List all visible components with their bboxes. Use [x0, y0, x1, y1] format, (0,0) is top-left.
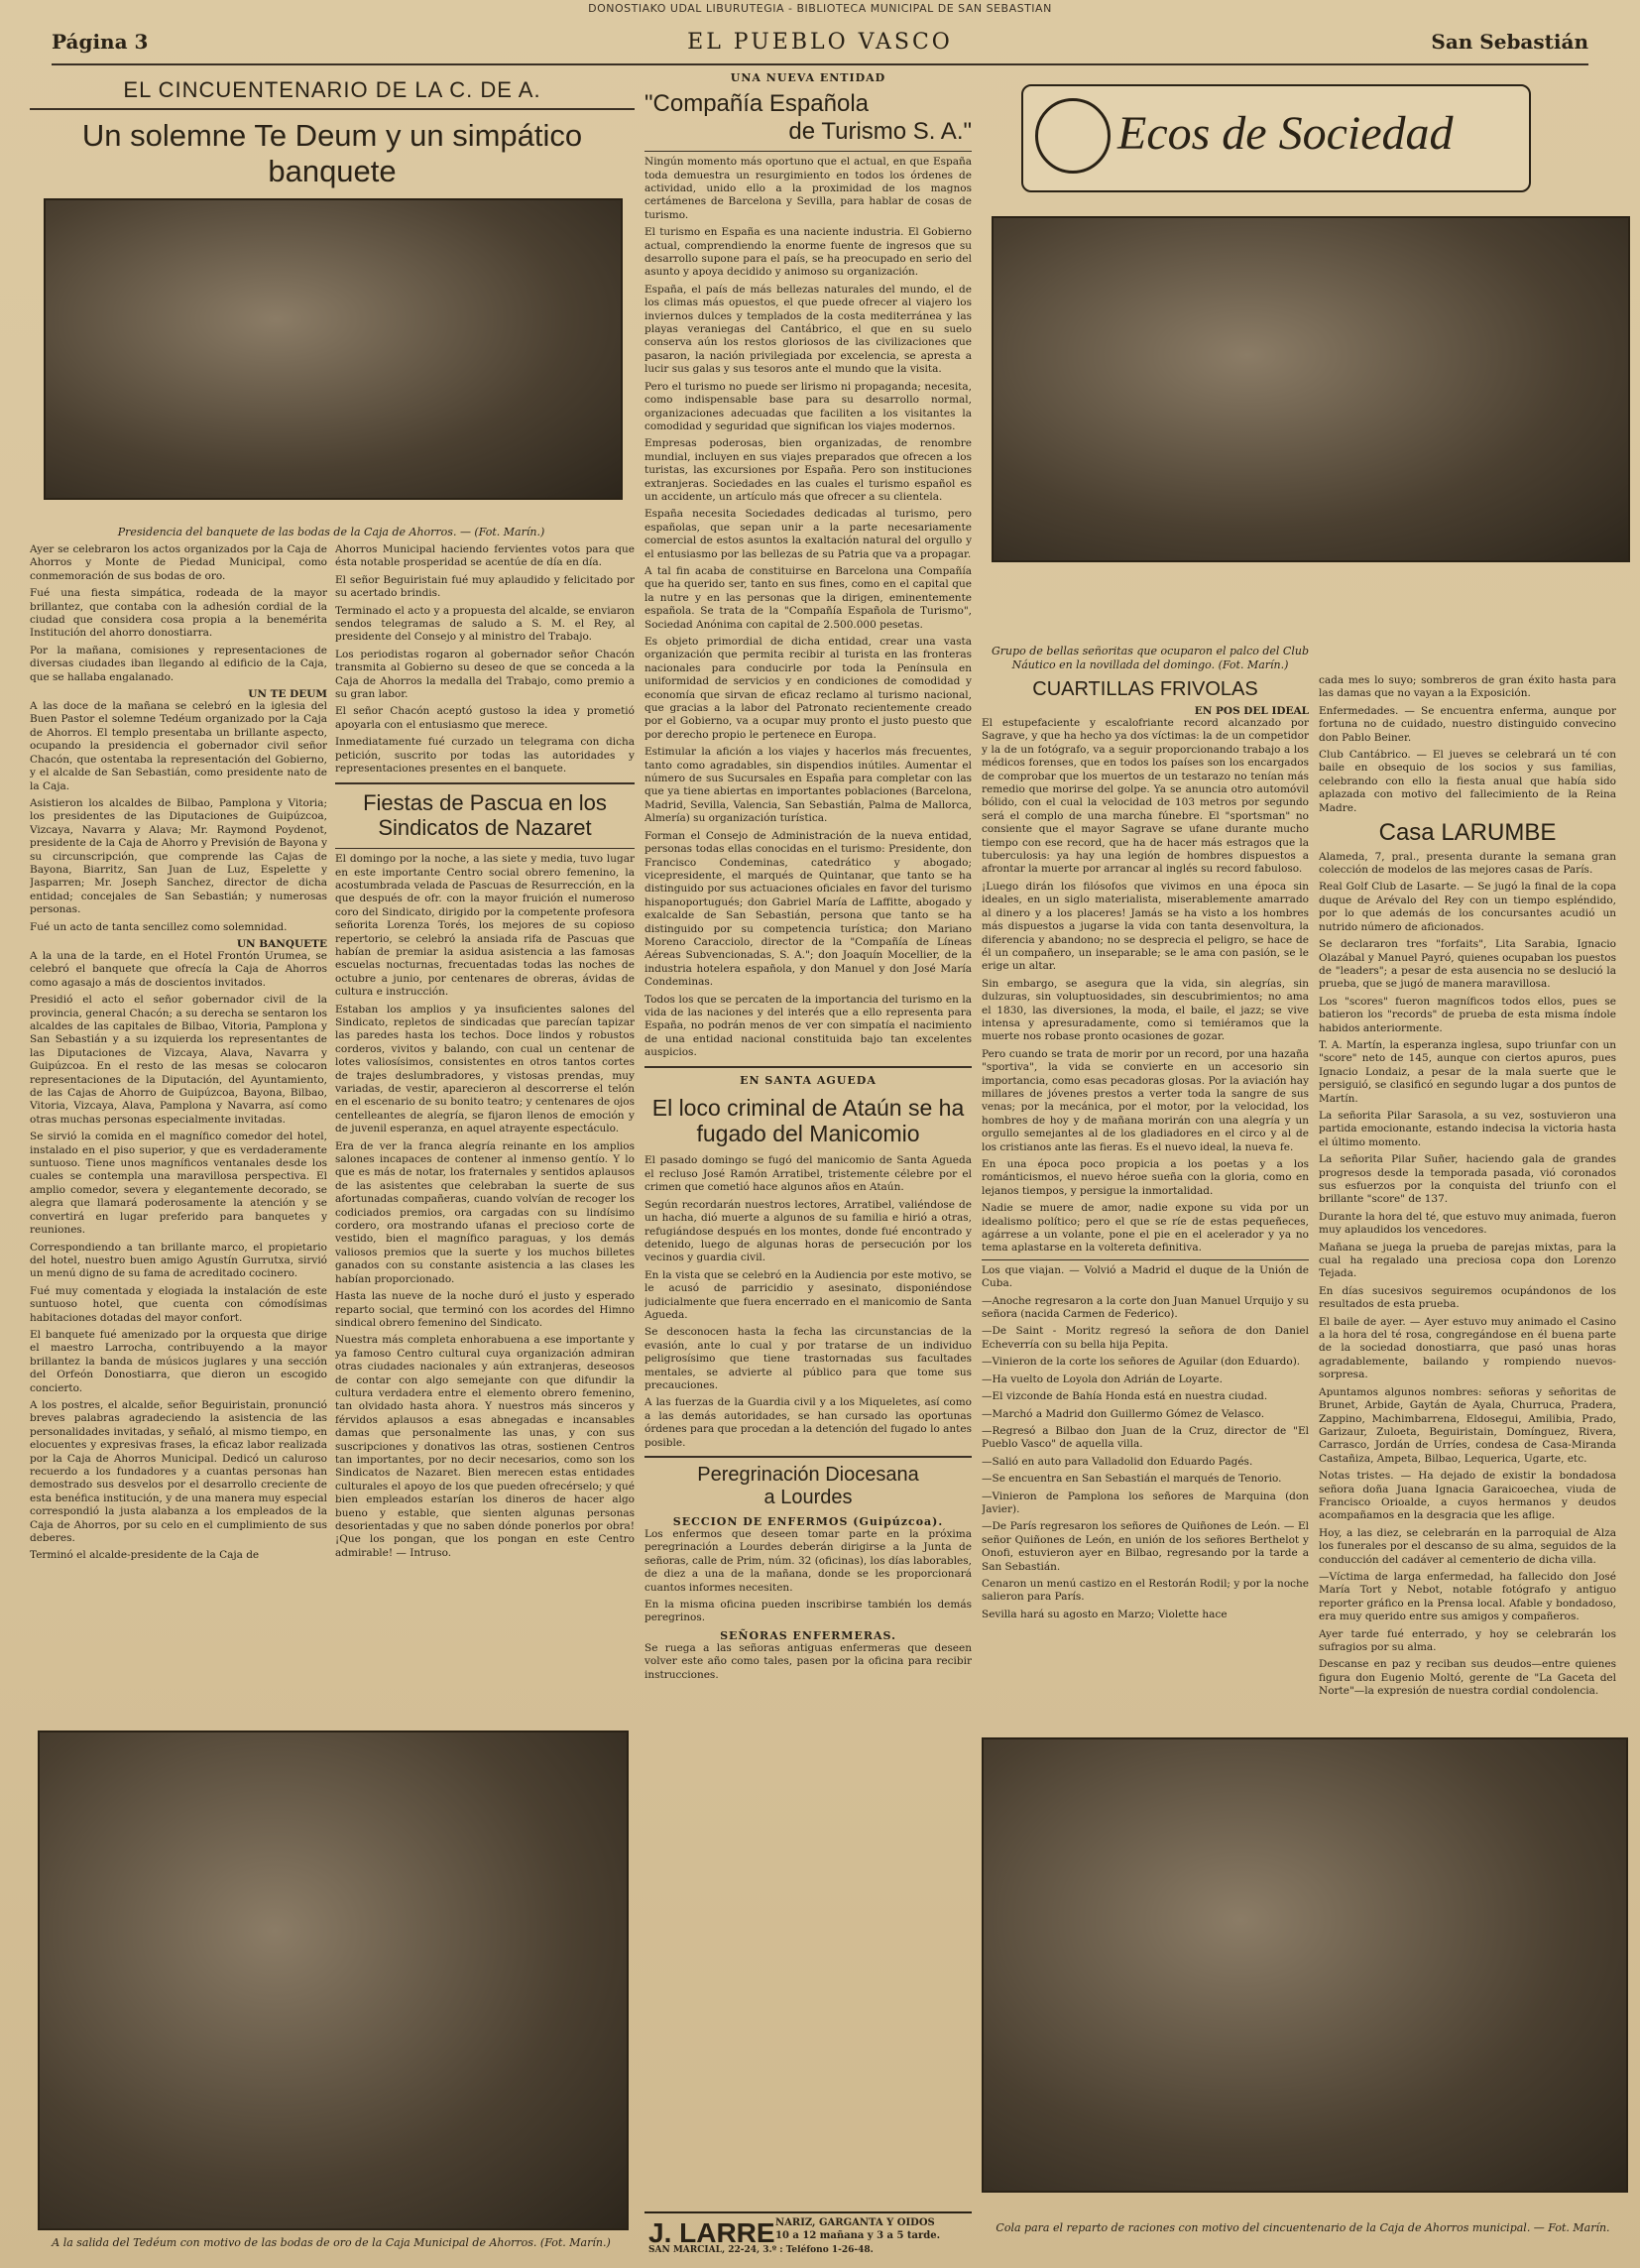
paragraph: Nuestra más completa enhorabuena a ese importante y ya famoso Centro cultural cuya organización admiran otras ciudades nacionales y aún extranjeras, deseosos de contar con algo semejante con que difundir la cultura verdadera entre el elemento obrero femenino, tan olvidado hasta ahora. Y nuestros más sinceros y férvidos aplausos a esas abnegadas e incansables damas que personalmente las unas, y con sus suscripciones y donativos las otras, sostienen Centros tan importantes, por no decir necesarios, como son los Sindicatos de Nazaret. Bien merecen estas entidades culturales el apoyo de los que pueden ofrecérselo; y qué bien empleados estarían los dineros de hacer algo bueno y estable, que sienten algunas personas desorientadas y que no saben dónde ponerlos por obra! ¡Que los pongan, que los pongan en este Centro admirable! — Intruso. [335, 1334, 635, 1559]
paragraph: —Marchó a Madrid don Guillermo Gómez de Velasco. [982, 1407, 1265, 1420]
paragraph: El baile de ayer. — Ayer estuvo muy animado el Casino a la hora del té rosa, congregándose en él buena parte de la sociedad donostiarra, que pasó unas horas agradablemente, bailando y rompiendo nuevos-sorpresa. [1319, 1315, 1616, 1381]
paragraph: Los periodistas rogaron al gobernador señor Chacón transmita al Gobierno su deseo de que se conceda a la Caja de Ahorros la medalla del Trabajo, como premio a su gran labor. [335, 648, 635, 701]
paragraph: Todos los que se percaten de la importancia del turismo en la vida de las naciones y del interés que a ello representa para España, no podrán menos de ver con simpatía el nacimiento de una entidad nacional constituida bajo tan excelentes auspicios. [644, 993, 972, 1059]
paragraph: Los enfermos que deseen tomar parte en la próxima peregrinación a Lourdes deberán dirigirse a la Junta de señoras, calle de Prim, núm. 32 (oficinas), los días laborables, de diez a una de la mañana, donde se les proporcionará cuantos informes necesiten. [644, 1528, 972, 1594]
paragraph: Nadie se muere de amor, nadie expone su vida por un idealismo político; pero el que se ríe de estas pequeñeces, agárrese a un volante, pone el pie en el acelerador y ya no tema aplastarse en la voltereta definitiva. [982, 1202, 1309, 1254]
article-cincuentenario [30, 71, 635, 190]
paragraph: Ningún momento más oportuno que el actual, en que España toda demuestra un resurgimiento en todos los órdenes de actividad, unido ello a la proximidad de los magnos certámenes de Barcelona y Sevilla, para hablar de cosas de turismo. [644, 156, 972, 221]
advert-line: NARIZ, GARGANTA Y OIDOS [775, 2217, 935, 2228]
paragraph: Correspondiendo a tan brillante marco, el propietario del hotel, nuestro buen amigo Agustín Gurrutxa, sirvió un menú digno de su fama de acreditado cocinero. [30, 1241, 327, 1280]
paragraph: Ayer tarde fué enterrado, y hoy se celebrarán los sufragios por su alma. [1319, 1627, 1616, 1653]
paragraph: Fué una fiesta simpática, rodeada de la mayor brillantez, que contaba con la adhesión cordial de la ciudad que considera cosa propia a la benemérita Institución del ahorro donostiarra. [30, 587, 327, 640]
ecos-sociedad-banner [1021, 84, 1531, 192]
paragraph: Según recordarán nuestros lectores, Arratibel, valiéndose de un hacha, dió muerte a algunos de su familia e hirió a otras, refugiándose después en los montes, donde fué encontrado y detenido, luego de algunas horas de persecución por los vecinos y guardia civil. [644, 1198, 972, 1264]
paragraph: En la misma oficina pueden inscribirse también los demás peregrinos. [644, 1599, 972, 1624]
paragraph: Se sirvió la comida en el magnífico comedor del hotel, instalado en el piso superior, y que es verdaderamente suntuoso. Tiene unos magníficos ventanales desde los cuales se contempla una maravillosa perspectiva. El amplio comedor, severa y elegantemente decorado, se alegra que llamará poderosamente la atención y se convertirá en lugar preferido para banquetes y reuniones. [30, 1131, 327, 1237]
subheading: UN TE DEUM [248, 688, 327, 701]
advert-larre [644, 2211, 972, 2258]
racion-queue-photo [982, 1737, 1628, 2193]
paragraph: Ayer se celebraron los actos organizados por la Caja de Ahorros y Monte de Piedad Municipal, como conmemoración de sus bodas de oro. [30, 543, 327, 582]
city-label: San Sebastián [1431, 30, 1588, 54]
paragraph: Descanse en paz y reciban sus deudos—entre quienes figura don Eugenio Moltó, gerente de "La Gaceta del Norte"—la expresión de nuestra cordial condolencia. [1319, 1658, 1616, 1698]
paragraph: El señor Chacón aceptó gustoso la idea y prometió apoyarla con el entusiasmo que merece. [335, 705, 635, 731]
paragraph: España necesita Sociedades dedicadas al turismo, pero españolas, que sepan unir a la parte necesariamente comercial de estos asuntos la exaltación natural del orgullo y el entusiasmo por las bellezas de su Patria que va a propagar. [644, 508, 972, 560]
paragraph: A las doce de la mañana se celebró en la iglesia del Buen Pastor el solemne Tedéum organizado por la Caja de Ahorros. El templo presentaba un brillante aspecto, ocupando la presidencia el gobernador civil señor Chacón, que ostentaba la representación del Gobierno, y el alcalde de San Sebastián, como presidente nato de la Caja. [30, 700, 327, 792]
divider [335, 848, 635, 849]
tedeum-photo [38, 1731, 629, 2230]
advert-line: SAN MARCIAL, 22-24, 3.º : Teléfono 1-26-48. [648, 2245, 874, 2255]
paragraph: —Se encuentra en San Sebastián el marqués de Tenorio. [982, 1473, 1282, 1486]
divider [335, 782, 635, 784]
paragraph: —De París regresaron los señores de Quiñones de León. — El señor Quiñones de León, en unión de los señores Berthelot y Onofi, estuvieron ayer en Bilbao, regresando por la tarde a San Sebastián. [982, 1520, 1309, 1573]
column-2-text [335, 543, 635, 1724]
paragraph: La señorita Pilar Suñer, haciendo gala de grandes progresos desde la temporada pasada, vió coronados sus esfuerzos por la conquista del triunfo con el brillante "score" de 137. [1319, 1153, 1616, 1206]
paragraph: Pero el turismo no puede ser lirismo ni propaganda; necesita, como indispensable base para su desarrollo normal, organizaciones adecuadas que faciliten a los visitantes la comodidad y seguridad que significan los viajes modernos. [644, 380, 972, 432]
paragraph: El turismo en España es una naciente industria. El Gobierno actual, comprendiendo la enorme fuente de ingresos que su desarrollo supone para el país, se ha preocupado en serio del asunto y apoya decidido y animoso su organización. [644, 226, 972, 279]
paragraph: Sevilla hará su agosto en Marzo; Violette hace [982, 1608, 1228, 1620]
headline-cuartillas: CUARTILLAS FRIVOLAS [1032, 678, 1258, 700]
archive-banner: DONOSTIAKO UDAL LIBURUTEGIA - BIBLIOTECA MUNICIPAL DE SAN SEBASTIAN [588, 2, 1052, 15]
paragraph: Real Golf Club de Lasarte. — Se jugó la final de la copa duque de Arévalo del Rey con un tiempo espléndido, por lo que además de los concursantes acudió un nutrido número de aficionados. [1319, 881, 1616, 933]
paragraph: Fué un acto de tanta sencillez como solemnidad. [30, 920, 288, 933]
headline-turismo [644, 90, 972, 145]
paragraph: —Regresó a Bilbao don Juan de la Cruz, director de "El Pueblo Vasco" de aquella villa. [982, 1424, 1309, 1451]
headline-lourdes [644, 1464, 972, 1509]
paragraph: Pero cuando se trata de morir por un record, por una hazaña "sportiva", la vida se convierte en un accesorio sin importancia, como esas pecadoras glosas. Por la aviación hay millares de jóvenes prestos a verter toda la sangre de sus venas; por la mecánica, por el motor, por la velocidad, los hombres de hoy y de mañana morirán con una alegría y un orgullo semejantes al de los gladiadores en el circo y al de los cristianos ante las fieras. Es el nuevo ideal, la nueva fe. [982, 1047, 1309, 1153]
column-1-text [30, 543, 327, 1724]
paragraph: España, el país de más bellezas naturales del mundo, el de los climas más opuestos, el que puede ofrecer al viajero los inviernos dulces y templados de la costa mediterránea y las playas veraniegas del Cantábrico, el que en su suelo conserva aún los restos gloriosos de las civilizaciones que pasaron, la nación privilegiada por excelencia, se apresta a lucir sus galas y sus tesoros ante el mundo que la visita. [644, 283, 972, 376]
divider [982, 1259, 1309, 1260]
page-number: Página 3 [52, 30, 149, 54]
paragraph: —Vinieron de la corte los señores de Aguilar (don Eduardo). [982, 1356, 1301, 1369]
column-5-text [1319, 674, 1616, 1726]
headline-line: "Compañía Española [644, 90, 869, 117]
paragraph: A tal fin acaba de constituirse en Barcelona una Compañía que ha querido ser, tanto en sus fines, como en el capital que la nutre y en las personas que la dirigen, eminentemente española. Se trata de la "Compañía Española de Turismo", Sociedad Anónima con capital de 2.500.000 pesetas. [644, 564, 972, 631]
tedeum-photo-caption: A la salida del Tedéum con motivo de las bodas de oro de la Caja Municipal de Ahorros. (Fot. Marín.) [52, 2236, 611, 2249]
paragraph: cada mes lo suyo; sombreros de gran éxito hasta para las damas que no vayan a la Exposición. [1319, 674, 1616, 700]
paragraph: Enfermedades. — Se encuentra enferma, aunque por fortuna no de cuidado, nuestro distinguido convecino don Pablo Beiner. [1319, 704, 1616, 744]
paragraph: En días sucesivos seguiremos ocupándonos de los resultados de esta prueba. [1319, 1284, 1616, 1311]
paragraph: ¡Luego dirán los filósofos que vivimos en una época sin ideales, en un siglo materialista, miserablemente amarrado al dinero y a los placeres! Jamás se ha visto a los hombres más dispuestos a jugarse la vida con tanta desenvoltura, la diferencia y abandono; no se desprecia el peligro, se hace de él un compañero, un inseparable; se le ama con pasión, se le erige un altar. [982, 880, 1309, 973]
divider [644, 151, 972, 152]
paragraph: —Víctima de larga enfermedad, ha fallecido don José María Tort y Nebot, notable fotógrafo y antiguo reporter gráfico en la Prensa local. Afable y bondadoso, era muy querido entre sus amigos y compañeros. [1319, 1570, 1616, 1623]
banquet-photo-caption: Presidencia del banquete de las bodas de la Caja de Ahorros. — (Fot. Marín.) [117, 526, 545, 538]
paragraph: Inmediatamente fué curzado un telegrama con dicha petición, suscrito por todas las autoridades y representaciones presentes en el banquete. [335, 736, 635, 776]
paragraph: El pasado domingo se fugó del manicomio de Santa Agueda el recluso José Ramón Arratibel, tristemente célebre por el crimen que cometió hace algunos años en Ataún. [644, 1154, 972, 1194]
paragraph: A la una de la tarde, en el Hotel Frontón Urumea, se celebró el banquete que ofrecía la Caja de Ahorros como agasajo a más de doscientos invitados. [30, 949, 327, 989]
advert-name: J. LARRE [648, 2217, 775, 2248]
paragraph: Hoy, a las diez, se celebrarán en la parroquial de Alza los funerales por el descanso de su alma, seguidos de la conducción del cadáver al cementerio de dicha villa. [1319, 1526, 1616, 1566]
headline-nazaret: Fiestas de Pascua en los Sindicatos de Nazaret [363, 789, 607, 840]
paragraph: En una época poco propicia a los poetas y a los románticismos, el nuevo héroe sueña con la gloria, como en lejanos tiempos, y persigue la inmortalidad. [982, 1158, 1309, 1197]
paragraph: Apuntamos algunos nombres: señoras y señoritas de Brunet, Arbide, Gaytán de Ayala, Churruca, Pradera, Zappino, Machimbarrena, Eldosegui, Amilibia, Prado, Garizaur, Zuloeta, Beguiristain, Domínguez, Rivera, Carrasco, Jordán de Urríes, condesa de Casa-Miranda Castañiza, Ampeta, Bilbao, Lequerica, Ugarte, etc. [1319, 1385, 1616, 1465]
paragraph: El banquete fué amenizado por la orquesta que dirige el maestro Larrocha, contribuyendo a la mayor brillantez la banda de músicos juglares y una sección del Orfeón Donostiarra, que dieron un escogido concierto. [30, 1328, 327, 1394]
paragraph: Fué muy comentada y elogiada la instalación de este suntuoso hotel, que cuenta con cómodísimas habitaciones dotadas del mayor confort. [30, 1284, 327, 1324]
paragraph: Club Cantábrico. — El jueves se celebrará un té con baile en obsequio de los socios y sus familias, celebrando con ello la fiesta anual que había sido aplazada con motivo del fallecimiento de la Reina Madre. [1319, 749, 1616, 814]
kicker: EN SANTA AGUEDA [740, 1073, 877, 1087]
paragraph: La señorita Pilar Sarasola, a su vez, sostuvieron una partida emocionante, estando indecisa la victoria hasta el último momento. [1319, 1109, 1616, 1148]
paragraph: Estimular la afición a los viajes y hacerlos más frecuentes, tanto como agradables, sin dispendios inútiles. Aumentar el número de sus Sucursales en España para completar con las que ya tiene abiertas en importantes poblaciones (Barcelona, Madrid, Sevilla, Valencia, San Sebastián, Palma de Mallorca, Almería) su organización turística. [644, 746, 972, 825]
paragraph: Por la mañana, comisiones y representaciones de diversas ciudades iban llegando al edificio de la Caja, que se hallaba engalanado. [30, 644, 327, 683]
kicker: EL CINCUENTENARIO DE LA C. DE A. [123, 77, 541, 102]
paragraph: Durante la hora del té, que estuvo muy animada, fueron muy aplaudidos los vencedores. [1319, 1210, 1616, 1237]
paragraph: Terminado el acto y a propuesta del alcalde, se enviaron sendos telegramas de saludo a S. M. el Rey, al presidente del Consejo y al ministro del Trabajo. [335, 604, 635, 644]
paragraph: Forman el Consejo de Administración de la nueva entidad, personas todas ellas conocidas en el turismo: Presidente, don Francisco Condeminas, catedrático y abogado; vicepresidente, el marqués de Quintanar, que tanto se ha distinguido por sus actuaciones oficiales en favor del turismo hispanoportugués; don Gabriel María de Laffitte, abogado y exalcalde de San Sebastián, persona que tanto se ha distinguido por su competencia turística; don Mariano Moreno Caracciolo, director de la "Compañía de Líneas Aéreas Subvencionadas, S. A."; don Joaquín Mocellier, de la industria hotelera española, y don Manuel y don José María Condeminas. [644, 829, 972, 989]
paragraph: A las fuerzas de la Guardia civil y a los Miqueletes, así como a las demás autoridades, se han cursado las oportunas órdenes para que procedan a la detención del fugado lo antes posible. [644, 1396, 972, 1449]
masthead: EL PUEBLO VASCO [687, 30, 953, 55]
paragraph: Los "scores" fueron magníficos todos ellos, pues se batieron los "records" de prueba de esta misma índole habidos anteriormente. [1319, 995, 1616, 1034]
advert-line: 10 a 12 mañana y 3 a 5 tarde. [775, 2230, 941, 2241]
paragraph: Sin embargo, se asegura que la vida, sin alegrías, sin dulzuras, sin voluptuosidades, sin descubrimientos; no ama el 1830, las diversiones, la moda, el baile, el jazz; se vive intensa y apresuradamente, como si temiéramos que la muerte nos robase pronto ocasiones de gozar. [982, 977, 1309, 1043]
page-header [52, 28, 1588, 65]
paragraph: Notas tristes. — Ha dejado de existir la bondadosa señora doña Juana Ignacia Garaicoechea, viuda de Francisco Orioalde, a cuyos hermanos y deudos acompañamos en la desgracia que les aflige. [1319, 1470, 1616, 1522]
headline-line: de Turismo S. A." [788, 117, 972, 145]
paragraph: —De Saint - Moritz regresó la señora de don Daniel Echeverría con su bella hija Pepita. [982, 1325, 1309, 1351]
paragraph: Terminó el alcalde-presidente de la Caja de [30, 1549, 260, 1562]
section-label: SECCION DE ENFERMOS (Guipúzcoa). [672, 1515, 944, 1528]
banquet-photo [44, 198, 623, 500]
casa-larumbe: Casa LARUMBE [1378, 819, 1557, 847]
paragraph: —Vinieron de Pamplona los señores de Marquina (don Javier). [982, 1490, 1309, 1515]
paragraph: Mañana se juega la prueba de parejas mixtas, para la cual ha regalado una preciosa copa don Lorenzo Tejada. [1319, 1241, 1616, 1280]
paragraph: T. A. Martín, la esperanza inglesa, supo triunfar con un "score" neto de 145, aunque con ciertos apuros, pues Ignacio Londaiz, a pesar de la mala suerte que le persiguió, se clasificó en segundo lugar a dos puntos de Martín. [1319, 1038, 1616, 1105]
paragraph: El estupefaciente y escalofriante record alcanzado por Sagrave, y que ha hecho ya dos víctimas: la de un competidor y la de un fotógrafo, va a seguir proporcionando trabajo a los médicos forenses, que en todos los países son los encargados de comprobar que los muertos de un testarazo no tenían más remedio que morirse del golpe. Ya se anuncia otro automóvil bólido, con el cual la velocidad de 103 metros por segundo será el complo de una marcha fúnebre. El "sportsman" no consiente que el mayor Sagrave se ufane durante mucho tiempo con ese record, que ha de hacer más estragos que la tuberculosis: ya hay una legión de hombres dispuestos a afrontar la muerte por arrancar al inglés su record fabuloso. [982, 717, 1309, 876]
paragraph: —Anoche regresaron a la corte don Juan Manuel Urquijo y su señora (nacida Carmen de Federico). [982, 1294, 1309, 1321]
paragraph: A los postres, el alcalde, señor Beguiristain, pronunció breves palabras agradeciendo la asistencia de las personalidades invitadas, y señaló, al mismo tiempo, en elocuentes y expresivas frases, la eficaz labor realizada por la Caja de Ahorros Municipal. Dedicó un caluroso recuerdo a los fundadores y a cuantas personas han demostrado sus desvelos por el desarrollo creciente de esta benéfica institución, y de una manera muy especial correspondió la justa alabanza a los empleados de la Caja de Ahorros, por su celo en el cumplimiento de sus deberes. [30, 1398, 327, 1545]
paragraph: —Ha vuelto de Loyola don Adrián de Loyarte. [982, 1373, 1223, 1385]
paragraph: El domingo por la noche, a las siete y media, tuvo lugar en este importante Centro social obrero femenino, la acostumbrada velada de Pascuas de Resurrección, en la que después de ofr. con la mayor fruición el numeroso coro del Sindicato, dirigido por la competente profesora señorita Lorenza Torés, los mejores de su copioso repertorio, se celebró la ansiada rifa de Pascuas que habían de premiar la asidua asistencia a las famosas escuelas nocturnas, frecuentadas todas las noches de octubre a junio, por centenares de obreras, ávidas de cultura e instrucción. [335, 853, 635, 999]
paragraph: El señor Beguiristain fué muy aplaudido y felicitado por su acertado brindis. [335, 573, 635, 600]
paragraph: Hasta las nueve de la noche duró el justo y esperado reparto social, que terminó con los acordes del Himno sindical obrero femenino del Sindicato. [335, 1290, 635, 1329]
paragraph: Cenaron un menú castizo en el Restorán Rodil; y por la noche salieron para París. [982, 1577, 1309, 1604]
paragraph: Presidió el acto el señor gobernador civil de la provincia, general Chacón; a su derecha se sentaron los alcaldes de las capitales de Bilbao, Vitoria, Pamplona y San Sebastián y a su izquierda los representantes de las Diputaciones de Vizcaya, Alava, Navarra y Guipúzcoa. En el resto de las mesas se colocaron representaciones de la Diputación, del Ayuntamiento, de las Cajas de Ahorro de Guipúzcoa, Bayona, Bilbao, Vitoria, Vizcaya, Alava, Pamplona y Navarra, así como otras muchas personas especialmente invitadas. [30, 994, 327, 1126]
sunflower-icon [1035, 98, 1111, 174]
paragraph: —Salió en auto para Valladolid don Eduardo Pagés. [982, 1455, 1253, 1468]
paragraph: Asistieron los alcaldes de Bilbao, Pamplona y Vitoria; los presidentes de las Diputaciones de Guipúzcoa, Vizcaya, Navarra y Alava; Mr. Raymond Poydenot, presidente de la Caja de Ahorro y Previsión de Bayona y su circunscripción, que comprende las Cajas de Bayona, Biarritz, San Juan de Luz, Espelette y Jasparren; Mr. Joseph Sanchez, director de dicha entidad; concejales de San Sebastián; y numerosas personas. [30, 796, 327, 916]
paragraph: En la vista que se celebró en la Audiencia por este motivo, se le acusó de parricidio y asesinato, disponiéndose judicialmente que fuera encerrado en el manicomio de Santa Agueda. [644, 1268, 972, 1321]
kicker: UNA NUEVA ENTIDAD [730, 71, 886, 84]
paragraph: —El vizconde de Bahía Honda está en nuestra ciudad. [982, 1390, 1268, 1403]
banner-title: Ecos de Sociedad [1117, 107, 1454, 160]
paragraph: Los que viajan. — Volvió a Madrid el duque de la Unión de Cuba. [982, 1263, 1309, 1290]
section-label: SEÑORAS ENFERMERAS. [720, 1628, 896, 1642]
column-3-text [644, 71, 972, 1995]
senoritas-photo-caption: Grupo de bellas señoritas que ocuparon el palco del Club Náutico en la novillada del domingo. (Fot. Marín.) [992, 645, 1309, 671]
paragraph: Es objeto primordial de dicha entidad, crear una vasta organización que permita recibir al turista en las fronteras nacionales para conducirle por toda la Península en uniformidad de servicios y en condiciones de comodidad y economía que sirvan de eficaz reclamo al turismo nacional, que gracias a la labor del Patronato recientemente creado por el Gobierno, va a ocupar muy pronto el justo puesto que por derecho propio le pertenece en Europa. [644, 636, 972, 741]
senoritas-photo [992, 216, 1630, 562]
headline-ataun: El loco criminal de Ataún se ha fugado del Manicomio [651, 1094, 965, 1147]
subheading: UN BANQUETE [236, 937, 327, 950]
headline: Un solemne Te Deum y un simpático banquete [81, 118, 583, 188]
racion-queue-caption: Cola para el reparto de raciones con motivo del cincuentenario de la Caja de Ahorros municipal. — Fot. Marín. [996, 2221, 1610, 2234]
paragraph: Alameda, 7, pral., presenta durante la semana gran colección de modelos de las mejores casas de París. [1319, 850, 1616, 877]
divider [644, 1456, 972, 1458]
subheading: EN POS DEL IDEAL [1194, 705, 1309, 717]
headline-line: Peregrinación Diocesana [697, 1464, 919, 1486]
paragraph: Estaban los amplios y ya insuficientes salones del Sindicato, repletos de sindicadas que parecían tapizar las paredes hasta los techos. Doce lindos y robustos corderos, vivitos y balando, con cual un centenar de lotes valiosísimos, consistentes en otros tantos cortes de trajes deslumbradores, y vistosas prendas, muy variadas, de vestir, aparecieron al descorrerse el telón en el escenario de su bonito teatro; y centenares de ojos centelleantes de alegría, se fijaron llenos de emoción y de juvenil esperanza, en aquel atrayente espectáculo. [335, 1003, 635, 1135]
paragraph: Ahorros Municipal haciendo fervientes votos para que ésta notable prosperidad se acentúe de día en día. [335, 543, 635, 569]
divider [30, 108, 635, 110]
divider [644, 1066, 972, 1068]
paragraph: Se ruega a las señoras antiguas enfermeras que deseen volver este año como tales, pasen por la oficina para recibir instrucciones. [644, 1641, 972, 1681]
paragraph: Era de ver la franca alegría reinante en los amplios salones incapaces de contener al inmenso gentío. Y lo que es más de notar, los fraternales y sentidos aplausos de las asistentes que celebraban la suerte de sus afortunadas compañeras, cuando volvían de recoger los codiciados premios, ora cargadas con su lindísimo cordero, ora mostrando ufanas el precioso corte de vestido, bien el magnífico paraguas, y los demás valiosos premios que la suerte y los muchos billetes ganados con su constante asistencia a las clases les habían proporcionado. [335, 1139, 635, 1285]
paragraph: Empresas poderosas, bien organizadas, de renombre mundial, incluyen en sus viajes preparados que ofrecen a los turistas, las excursiones por España. Pero son instituciones extranjeras. Sociedades en las cuales el turismo español es un accidente, un artículo más que ofrecer a su clientela. [644, 437, 972, 503]
headline-line: a Lourdes [763, 1487, 853, 1508]
column-4-text [982, 674, 1309, 1726]
paragraph: Se desconocen hasta la fecha las circunstancias de la evasión, ante lo cual y por tratarse de un individuo peligrosísimo que tiene trastornadas sus facultades mentales, se advierte al público para que tome sus precauciones. [644, 1326, 972, 1391]
paragraph: Se declararon tres "forfaits", Lita Sarabia, Ignacio Olazábal y Manuel Payró, quienes ocupaban los puestos de "leaders"; a pesar de esta ausencia no se deslució la prueba, que se jugó de manera maravillosa. [1319, 938, 1616, 991]
